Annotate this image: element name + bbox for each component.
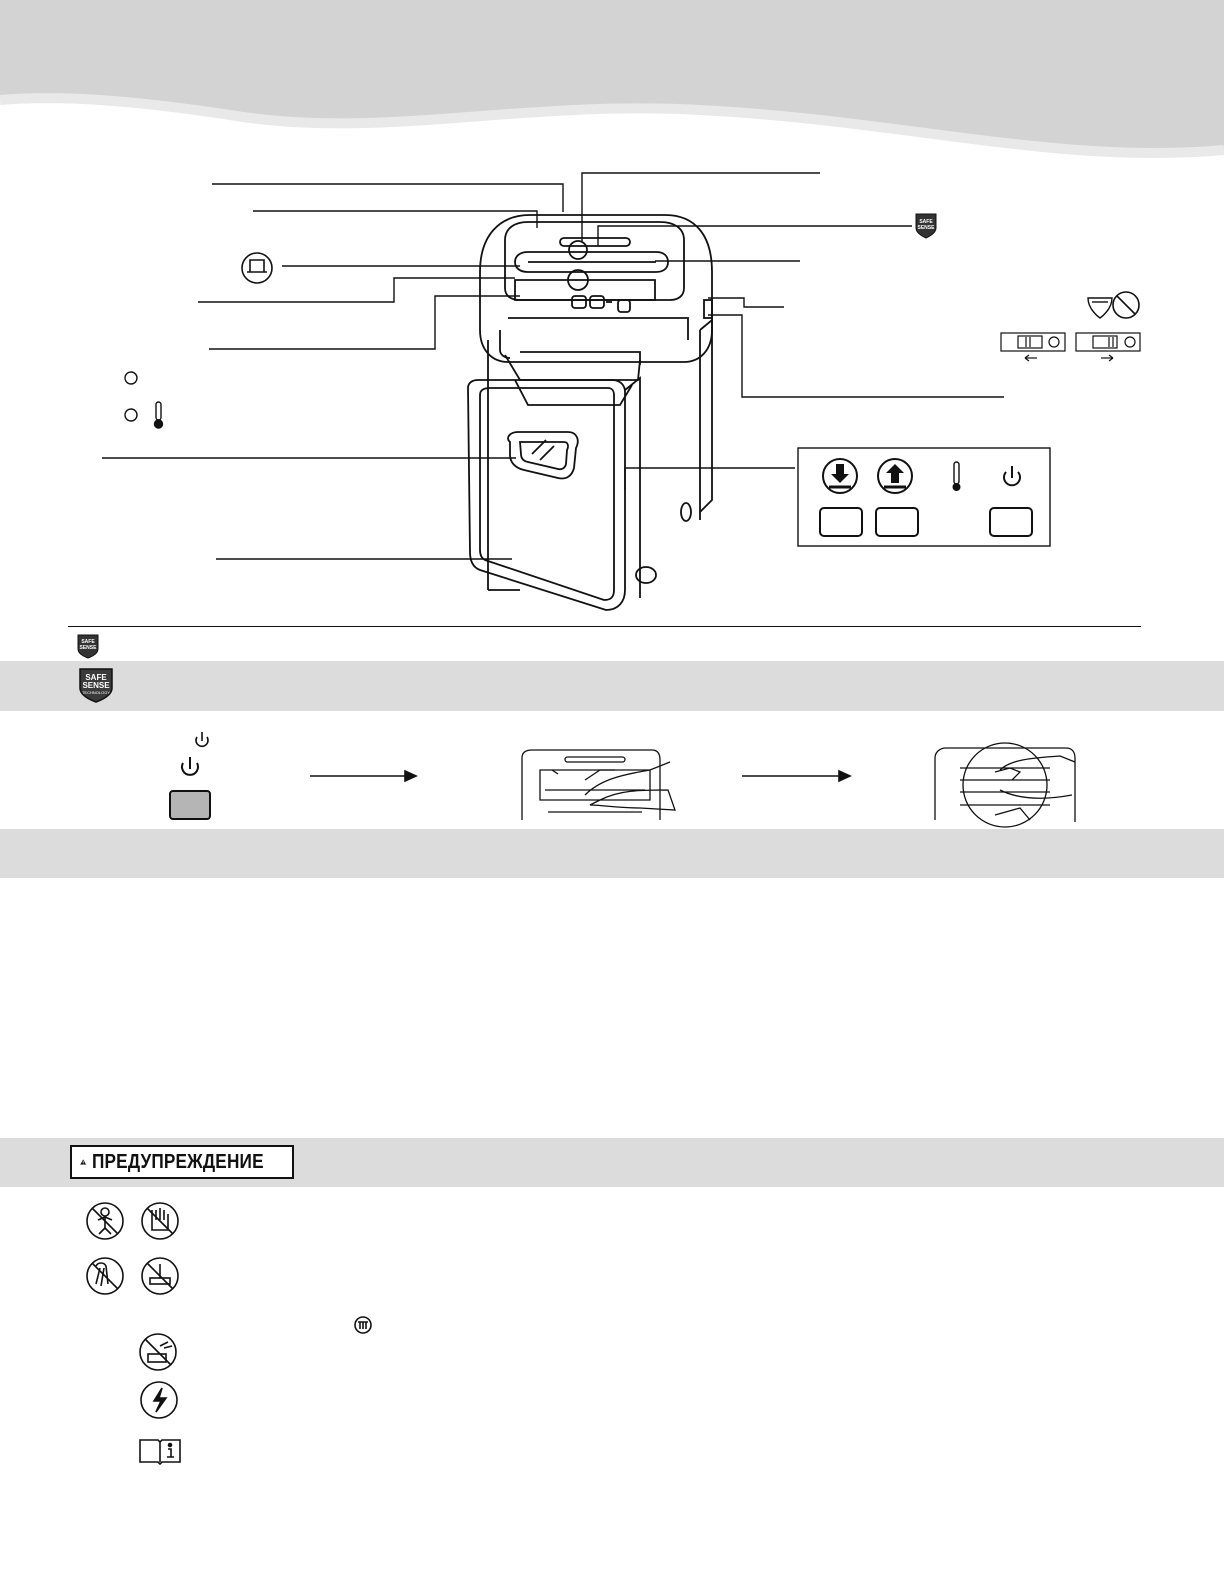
cover-icon [1088, 298, 1112, 318]
power-icon [182, 757, 198, 775]
hand-on-slot-icon [522, 750, 675, 820]
electric-shock-icon [141, 1382, 177, 1418]
bin-front [468, 380, 625, 610]
control-panel-inset [798, 448, 1050, 546]
svg-text:SAFE: SAFE [85, 673, 107, 682]
no-symbol-icon [1113, 292, 1139, 318]
led-indicator [125, 409, 137, 421]
power-icon [196, 732, 208, 746]
instructions-band [0, 829, 1224, 878]
shred-icon [355, 1317, 371, 1333]
safesense-badge-icon [77, 666, 115, 704]
switch-position-right [1076, 333, 1140, 361]
shredder-diagram [0, 160, 1224, 620]
safesense-badge-icon [76, 633, 100, 659]
led-indicator [125, 372, 137, 384]
warning-title: ПРЕДУПРЕЖДЕНИЕ [92, 1150, 265, 1173]
svg-text:TECHNOLOGY: TECHNOLOGY [81, 690, 111, 695]
power-button [170, 791, 210, 819]
svg-text:SENSE: SENSE [79, 645, 97, 651]
svg-text:SAFE: SAFE [81, 639, 95, 645]
manual-info-icon [140, 1440, 180, 1464]
thermometer-icon [155, 402, 163, 428]
safesense-band [0, 661, 1224, 711]
section-divider [68, 626, 1141, 627]
warning-icons [70, 1190, 390, 1470]
child-hazard-icon [87, 1203, 123, 1239]
wave-header [0, 0, 1224, 160]
tie-hazard-icon [142, 1258, 178, 1294]
aerosol-hazard-icon [140, 1334, 176, 1370]
safesense-badge-icon [916, 214, 936, 238]
safesense-steps [0, 715, 1224, 830]
switch-position-left [1001, 333, 1065, 361]
svg-text:SENSE: SENSE [82, 681, 110, 690]
warning-label-box [70, 1145, 294, 1179]
svg-text:SAFE: SAFE [919, 219, 933, 225]
hair-hazard-icon [87, 1258, 123, 1294]
hand-on-slot-icon [935, 743, 1075, 827]
hand-hazard-icon [142, 1203, 178, 1239]
svg-text:SENSE: SENSE [917, 225, 935, 231]
warning-triangle-icon [80, 1150, 86, 1174]
paper-feed-icon [242, 253, 272, 283]
